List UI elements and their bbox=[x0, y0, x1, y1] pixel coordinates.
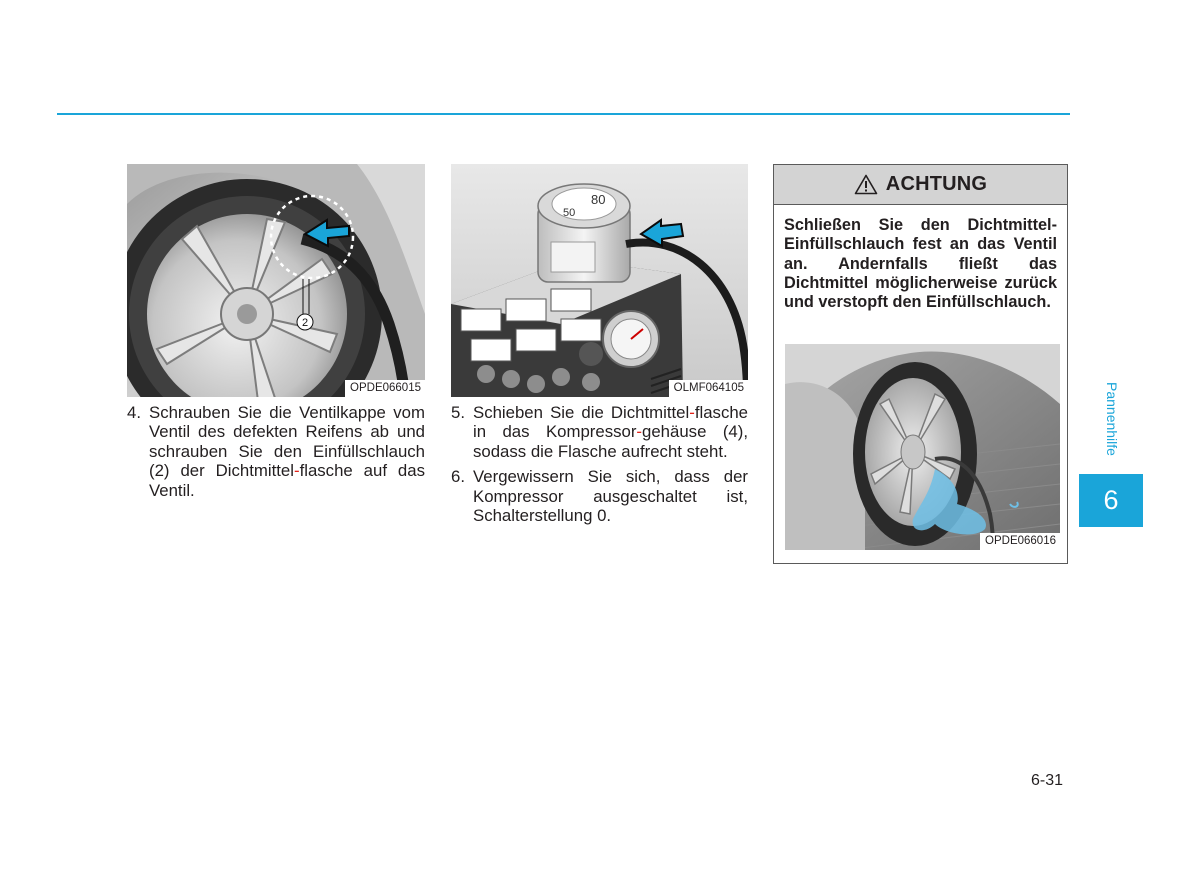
step-text: gehäuse (4), sodass die Flasche aufrecht steht. bbox=[473, 422, 748, 461]
step-6 bbox=[451, 467, 748, 525]
figure-compressor bbox=[451, 164, 748, 397]
warning-triangle-icon bbox=[854, 174, 878, 195]
figure-valve-hose bbox=[127, 164, 425, 397]
steps-column-2 bbox=[451, 403, 748, 525]
step-text: flasche auf das Ventil. bbox=[149, 461, 425, 500]
warning-text: Schließen Sie den Dichtmittel-Einfüllschlauch fest an das Ventil an. Andernfalls fließt das Dichtmittel möglicherweise zurück und verstopft den Einfüllschlauch. bbox=[784, 216, 1057, 312]
step-4 bbox=[127, 403, 425, 500]
illustration-sealant-leak bbox=[785, 344, 1060, 550]
step-number: 6. bbox=[451, 467, 465, 487]
step-5 bbox=[451, 403, 748, 461]
figure-code: OLMF064105 bbox=[669, 380, 748, 397]
figure-sealant-leak bbox=[785, 344, 1060, 550]
figure-code: OPDE066016 bbox=[980, 533, 1060, 550]
page-number: 6-31 bbox=[1031, 772, 1064, 789]
section-side-label: Pannenhilfe bbox=[1104, 382, 1120, 456]
gauge-value-low: 50 bbox=[563, 207, 576, 219]
step-text: Vergewissern Sie sich, dass der Kompressor ausgeschaltet ist, Schalterstellung 0. bbox=[473, 467, 748, 526]
step-text: Schieben Sie die Dichtmittel bbox=[473, 403, 690, 422]
illustration-wheel-valve bbox=[127, 164, 425, 397]
step-number: 5. bbox=[451, 403, 465, 422]
callout-number: 2 bbox=[301, 317, 309, 329]
hyphen: - bbox=[293, 461, 300, 481]
figure-code: OPDE066015 bbox=[345, 380, 425, 397]
warning-header bbox=[774, 165, 1067, 205]
chapter-tab: 6 bbox=[1079, 474, 1143, 527]
steps-column-1 bbox=[127, 403, 425, 500]
illustration-compressor-bottle bbox=[451, 164, 748, 397]
step-number: 4. bbox=[127, 403, 141, 422]
warning-title: ACHTUNG bbox=[885, 173, 988, 195]
header-rule bbox=[57, 113, 1070, 115]
gauge-value-high: 80 bbox=[591, 192, 606, 207]
hyphen: - bbox=[689, 403, 695, 422]
step-text: flasche in das Kompressor bbox=[473, 403, 748, 442]
hyphen: - bbox=[636, 422, 643, 442]
step-text: Schrauben Sie die Ventilkappe vom Ventil des defekten Reifens ab und schrauben Sie den Einfüllschlauch (2) der Dichtmittel bbox=[149, 403, 425, 481]
